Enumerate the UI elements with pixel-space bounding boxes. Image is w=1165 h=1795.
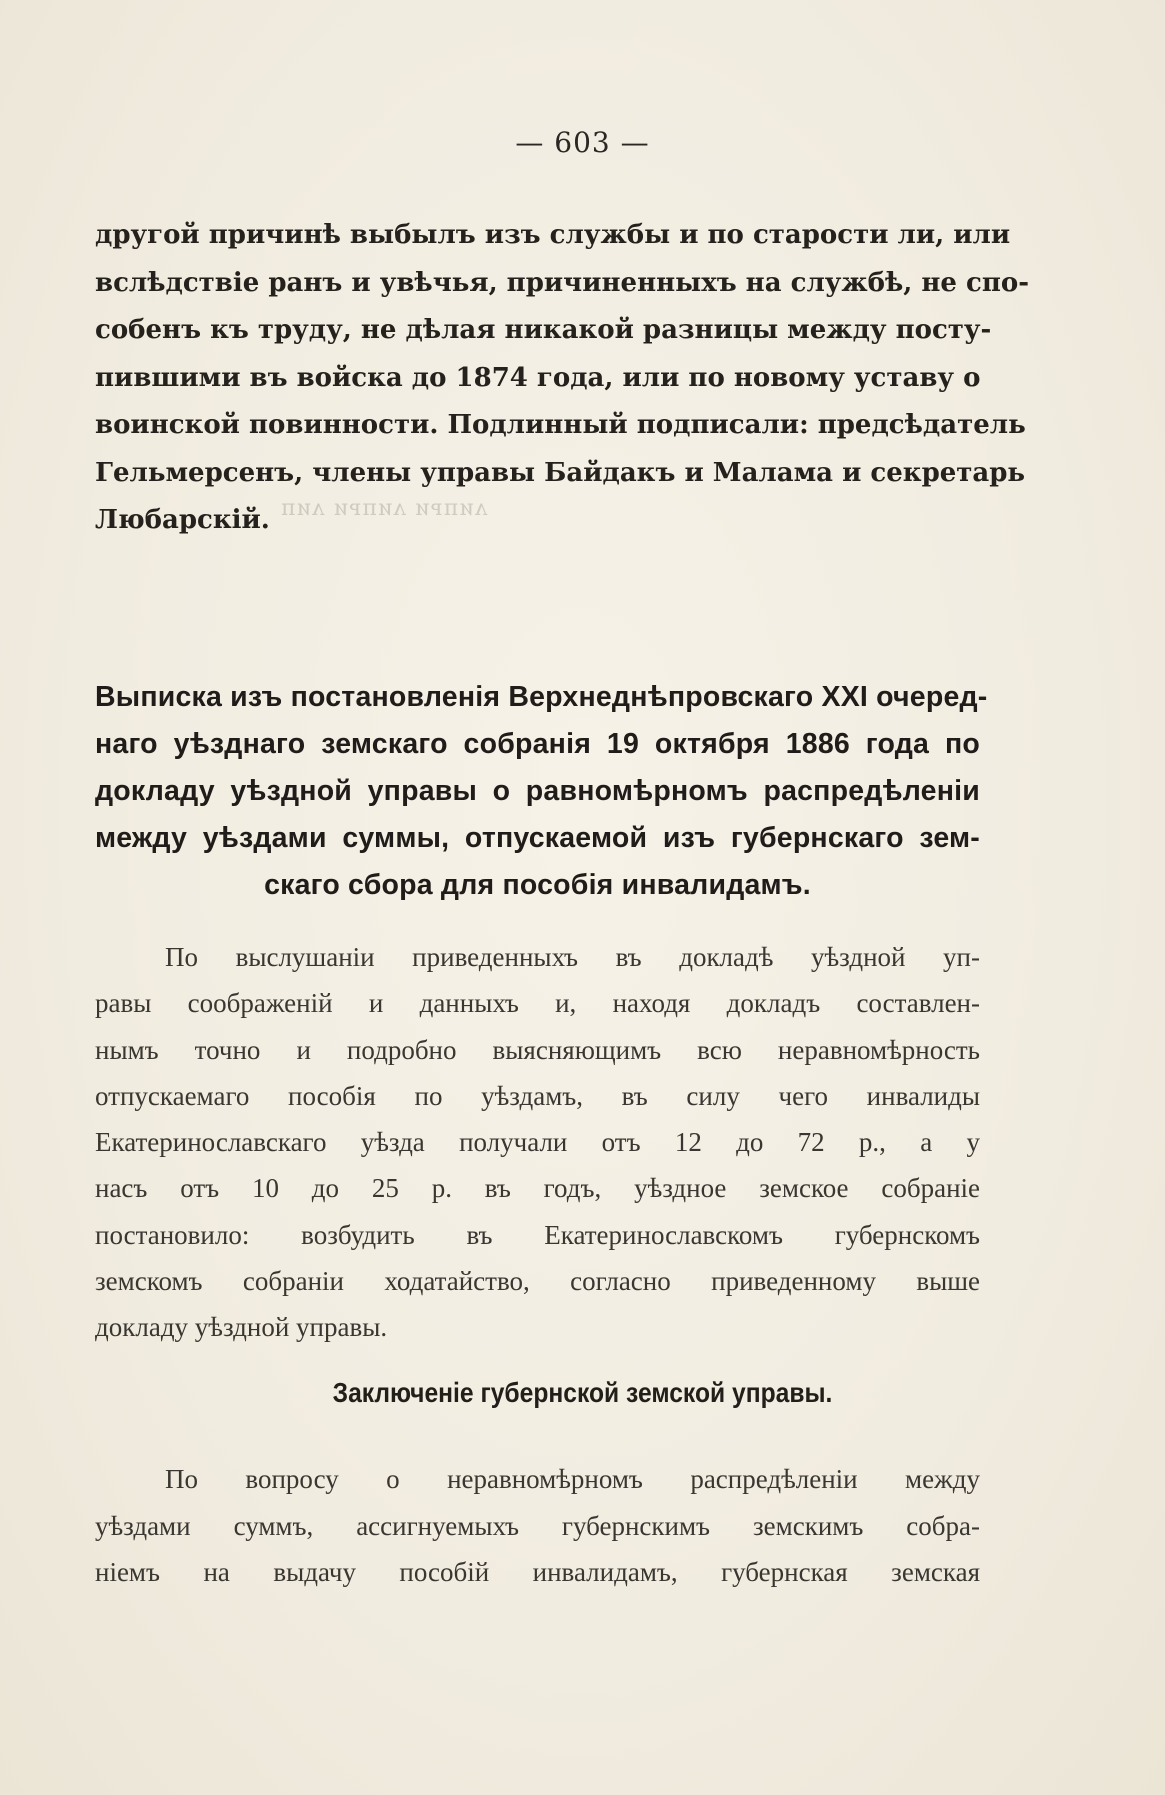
text-line: Любарскій. (95, 505, 270, 535)
text-line: воинской повинности. Подлинный подписали: предсѣдатель (95, 410, 1026, 440)
text-line: собенъ къ труду, не дѣлая никакой разницы между посту- (95, 315, 992, 345)
text-line: отпускаемаго пособія по уѣздамъ, въ силу чего инвалиды (95, 1080, 980, 1111)
text-line: уѣздами суммъ, ассигнуемыхъ губернскимъ земскимъ собра- (95, 1510, 980, 1541)
text-line: Екатеринославскаго уѣзда получали отъ 12 до 72 р., а у (95, 1127, 980, 1158)
text-line: ніемъ на выдачу пособій инвалидамъ, губернская земская (95, 1557, 980, 1587)
text-line: насъ отъ 10 до 25 р. въ годъ, уѣздное земское собраніе (95, 1173, 980, 1204)
text-line: Гельмерсенъ, члены управы Байдакъ и Малама и секретарь (95, 457, 1026, 488)
text-line: По вопросу о неравномѣрномъ распредѣленіи между (165, 1464, 980, 1494)
heading-line: скаго сбора для пособія инвалидамъ. (264, 869, 811, 901)
conclusion-heading: Заключеніе губернской земской управы. (332, 1377, 833, 1408)
text-line: постановило: возбудить въ Екатеринославскомъ губернскомъ (95, 1219, 980, 1250)
text-line: земскомъ собраніи ходатайство, согласно приведенному выше (95, 1266, 980, 1297)
heading-line: наго уѣзднаго земскаго собранія 19 октября 1886 года по (95, 728, 980, 760)
page-number: — 603 — (515, 126, 650, 159)
paragraph-body (95, 934, 980, 1351)
text-line: вслѣдствіе ранъ и увѣчья, причиненныхъ на службѣ, не спо- (95, 267, 1030, 298)
heading-line: между уѣздами суммы, отпускаемой изъ губернскаго зем- (95, 822, 980, 854)
heading-line: Выписка изъ постановленія Верхнеднѣпровскаго XXI очеред- (95, 681, 988, 713)
text-line: другой причинѣ выбылъ изъ службы и по старости ли, или (95, 220, 1011, 250)
text-line: По выслушаніи приведенныхъ въ докладѣ уѣздной уп- (165, 942, 980, 972)
text-line: равы соображеній и данныхъ и, находя докладъ составлен- (95, 988, 980, 1019)
text-line: нымъ точно и подробно выясняющимъ всю неравномѣрность (95, 1034, 980, 1065)
extract-heading (95, 674, 988, 909)
paragraph-last (95, 1456, 980, 1596)
paragraph-top (95, 212, 1030, 545)
bleed-through-decoration: ᴧᴎᴨᴩᴎ ᴧᴎᴨᴩᴎ ᴧᴎᴨ (280, 496, 488, 521)
text-line: пившими въ войска до 1874 года, или по новому уставу о (95, 362, 981, 393)
text-line: докладу уѣздной управы. (95, 1312, 388, 1343)
heading-line: докладу уѣздной управы о равномѣрномъ распредѣленіи (95, 775, 980, 807)
